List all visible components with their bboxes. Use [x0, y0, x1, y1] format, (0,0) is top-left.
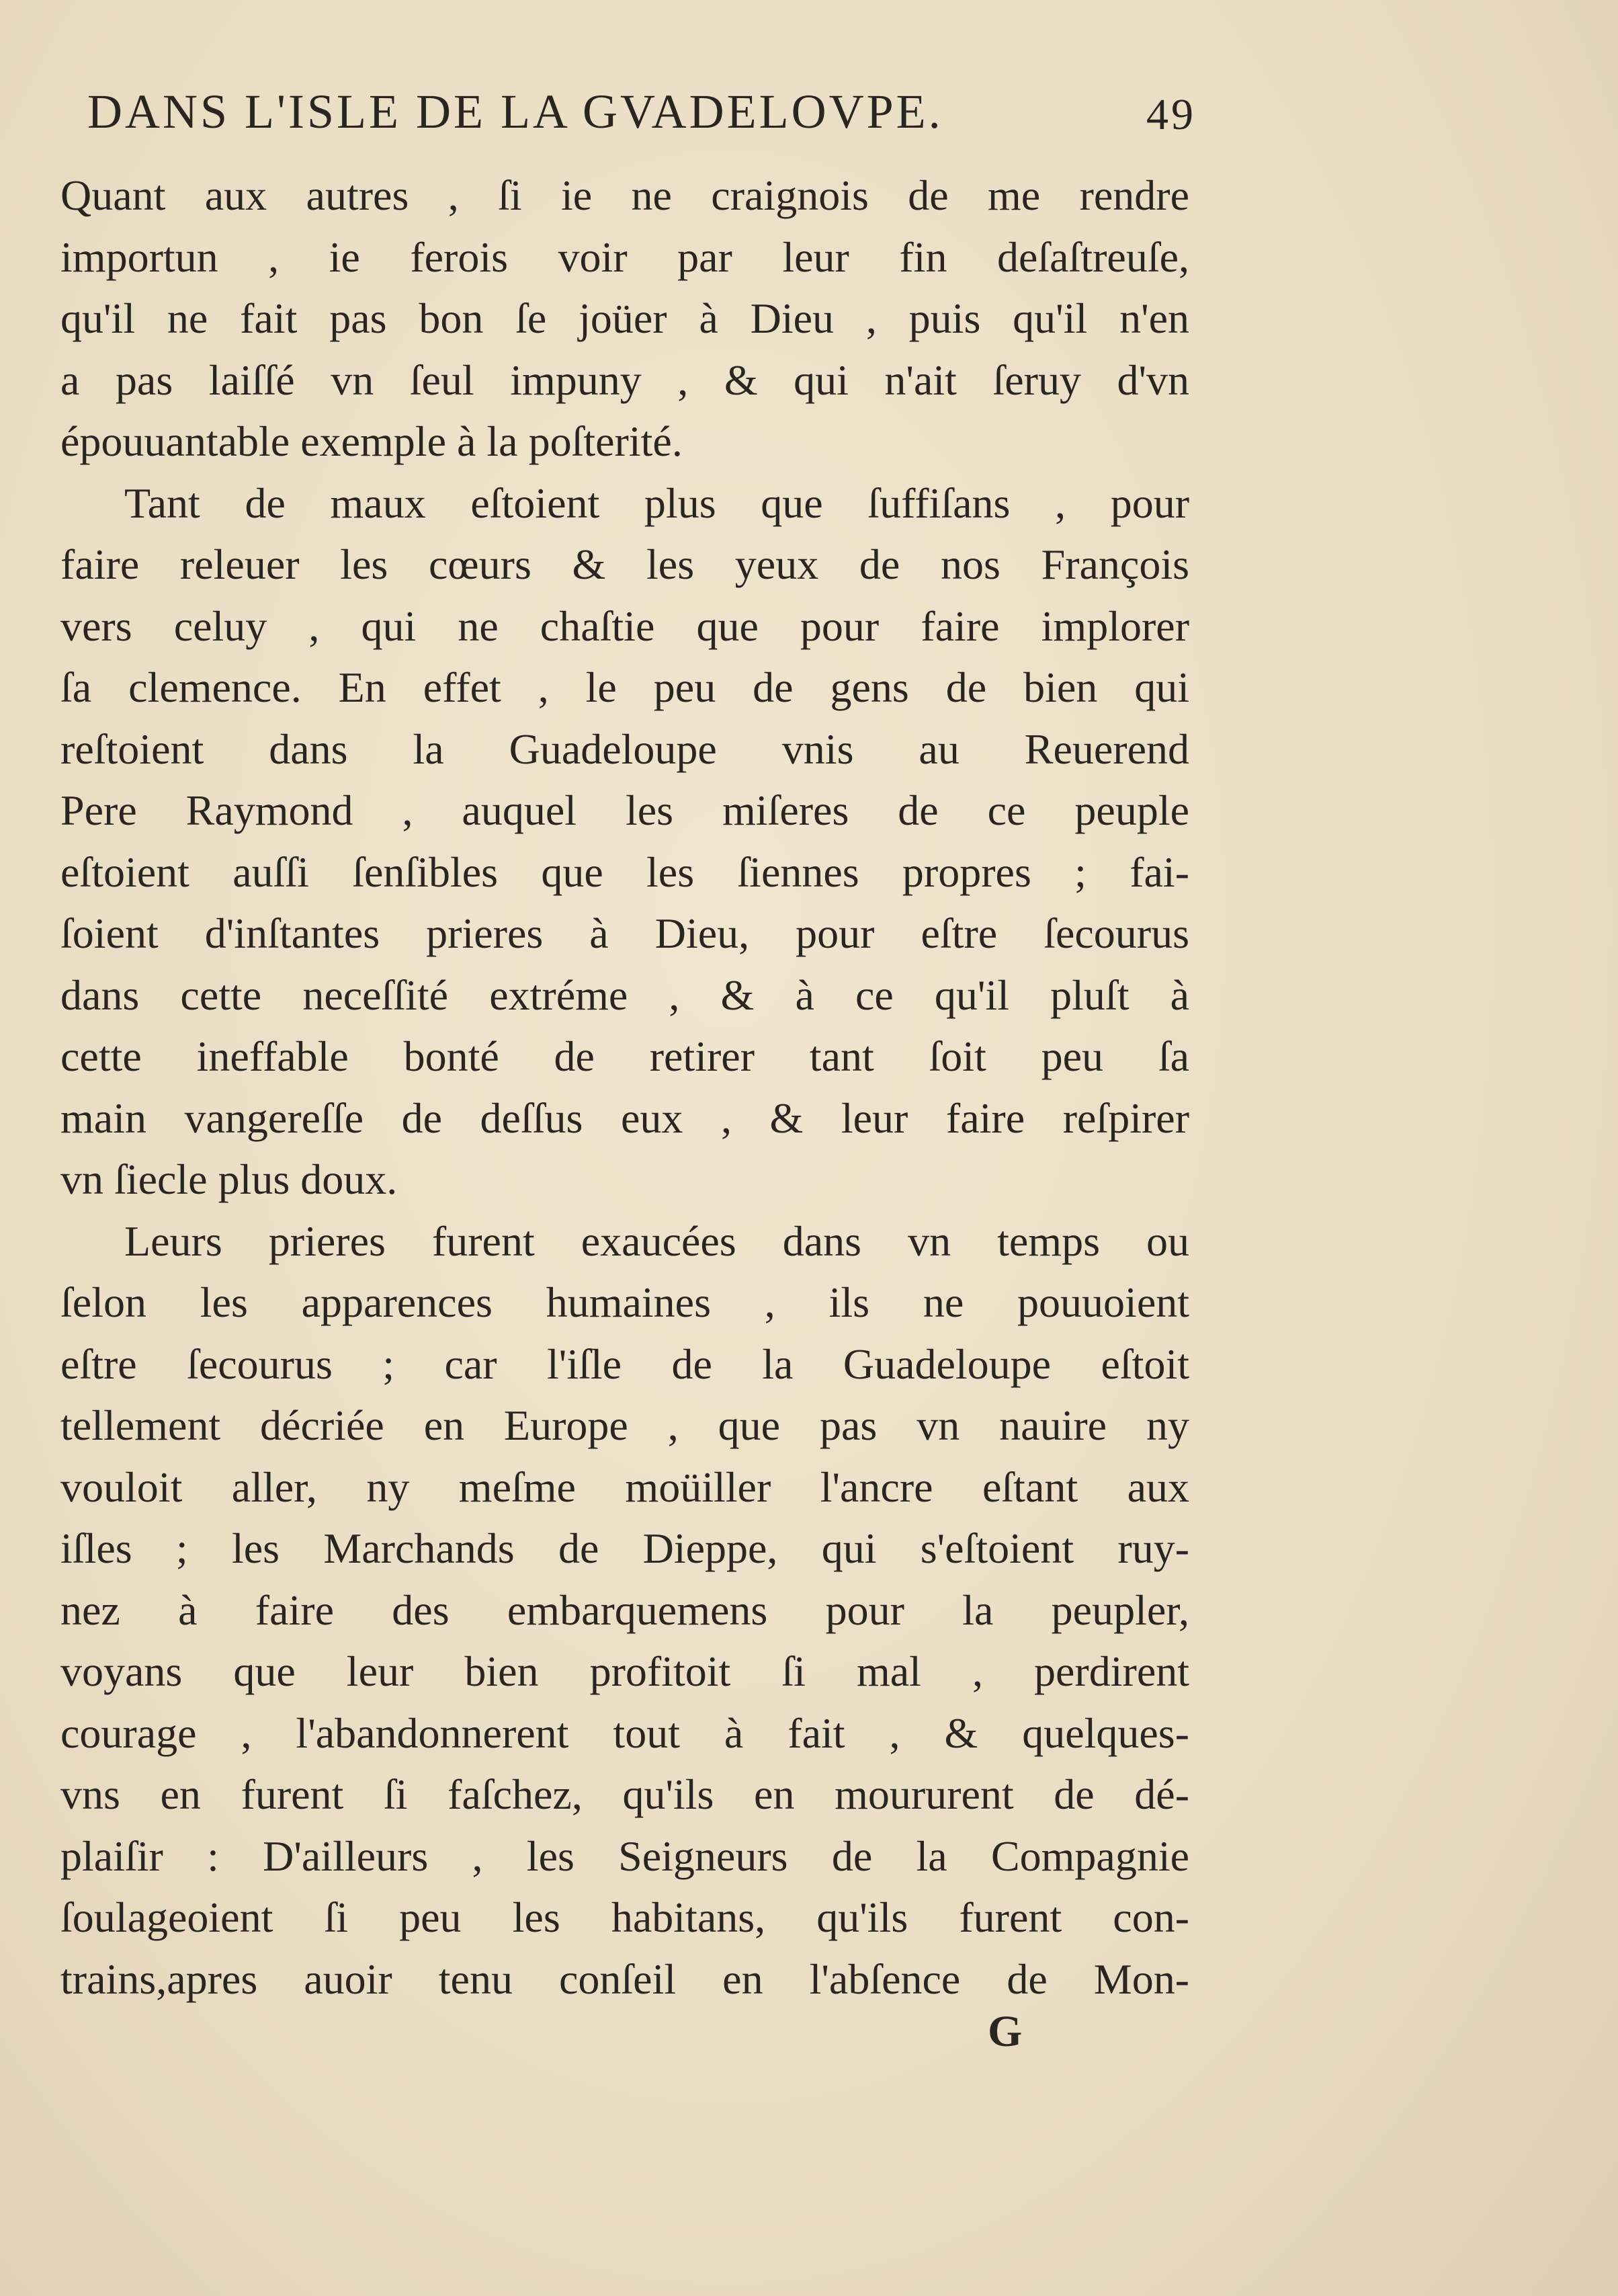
text-line: eſtre ſecourus ; car l'iſle de la Guadeloupe eſtoit — [60, 1340, 1189, 1388]
text-line: trains,apres auoir tenu conſeil en l'abſence de Mon- — [60, 1955, 1189, 2003]
running-title: DANS L'ISLE DE LA GVADELOVPE. — [87, 85, 943, 138]
text-line: importun , ie ferois voir par leur fin deſaſtreuſe, — [60, 233, 1189, 281]
page-header — [87, 84, 1196, 151]
text-line: iſles ; les Marchands de Dieppe, qui s'eſtoient ruy- — [60, 1524, 1189, 1572]
text-line: Pere Raymond , auquel les miſeres de ce peuple — [60, 786, 1189, 834]
text-line: cette ineffable bonté de retirer tant ſoit peu ſa — [60, 1032, 1189, 1080]
text-line: dans cette neceſſité extréme , & à ce qu'il pluſt à — [60, 971, 1189, 1019]
signature-mark: G — [988, 2007, 1023, 2056]
paragraph — [60, 473, 1189, 1211]
text-line: Leurs prieres furent exaucées dans vn temps ou — [124, 1217, 1189, 1265]
text-line: voyans que leur bien profitoit ſi mal , perdirent — [60, 1647, 1189, 1695]
text-line: vouloit aller, ny meſme moüiller l'ancre eſtant aux — [60, 1463, 1189, 1511]
text-line: Tant de maux eſtoient plus que ſuffiſans , pour — [124, 479, 1189, 527]
text-line: épouuantable exemple à la poſterité. — [60, 417, 683, 465]
text-line: vns en furent ſi faſchez, qu'ils en moururent de dé- — [60, 1770, 1189, 1818]
paragraph — [60, 165, 1189, 473]
body-text — [60, 165, 1189, 2010]
paragraph — [60, 1211, 1189, 2010]
text-line: ſa clemence. En effet , le peu de gens de bien qui — [60, 663, 1189, 711]
text-line: eſtoient auſſi ſenſibles que les ſiennes propres ; fai- — [60, 848, 1189, 896]
text-line: courage , l'abandonnerent tout à fait , & quelques- — [60, 1709, 1189, 1757]
text-line: ſelon les apparences humaines , ils ne pouuoient — [60, 1278, 1189, 1326]
text-line: vn ſiecle plus doux. — [60, 1155, 398, 1203]
text-line: faire releuer les cœurs & les yeux de nos François — [60, 540, 1189, 588]
text-line: Quant aux autres , ſi ie ne craignois de me rendre — [60, 171, 1189, 219]
text-line: qu'il ne fait pas bon ſe joüer à Dieu , puis qu'il n'en — [60, 294, 1189, 342]
text-line: ſoient d'inſtantes prieres à Dieu, pour eſtre ſecourus — [60, 909, 1189, 957]
text-line: vers celuy , qui ne chaſtie que pour faire implorer — [60, 602, 1189, 650]
text-line: main vangereſſe de deſſus eux , & leur faire reſpirer — [60, 1094, 1189, 1142]
page-number: 49 — [1146, 90, 1196, 139]
text-line: nez à faire des embarquemens pour la peupler, — [60, 1586, 1189, 1634]
text-line: tellement décriée en Europe , que pas vn nauire ny — [60, 1401, 1189, 1449]
text-line: plaiſir : D'ailleurs , les Seigneurs de la Compagnie — [60, 1832, 1189, 1880]
text-line: a pas laiſſé vn ſeul impuny , & qui n'ait ſeruy d'vn — [60, 356, 1189, 404]
text-line: reſtoient dans la Guadeloupe vnis au Reuerend — [60, 725, 1189, 773]
text-line: ſoulageoient ſi peu les habitans, qu'ils furent con- — [60, 1893, 1189, 1941]
